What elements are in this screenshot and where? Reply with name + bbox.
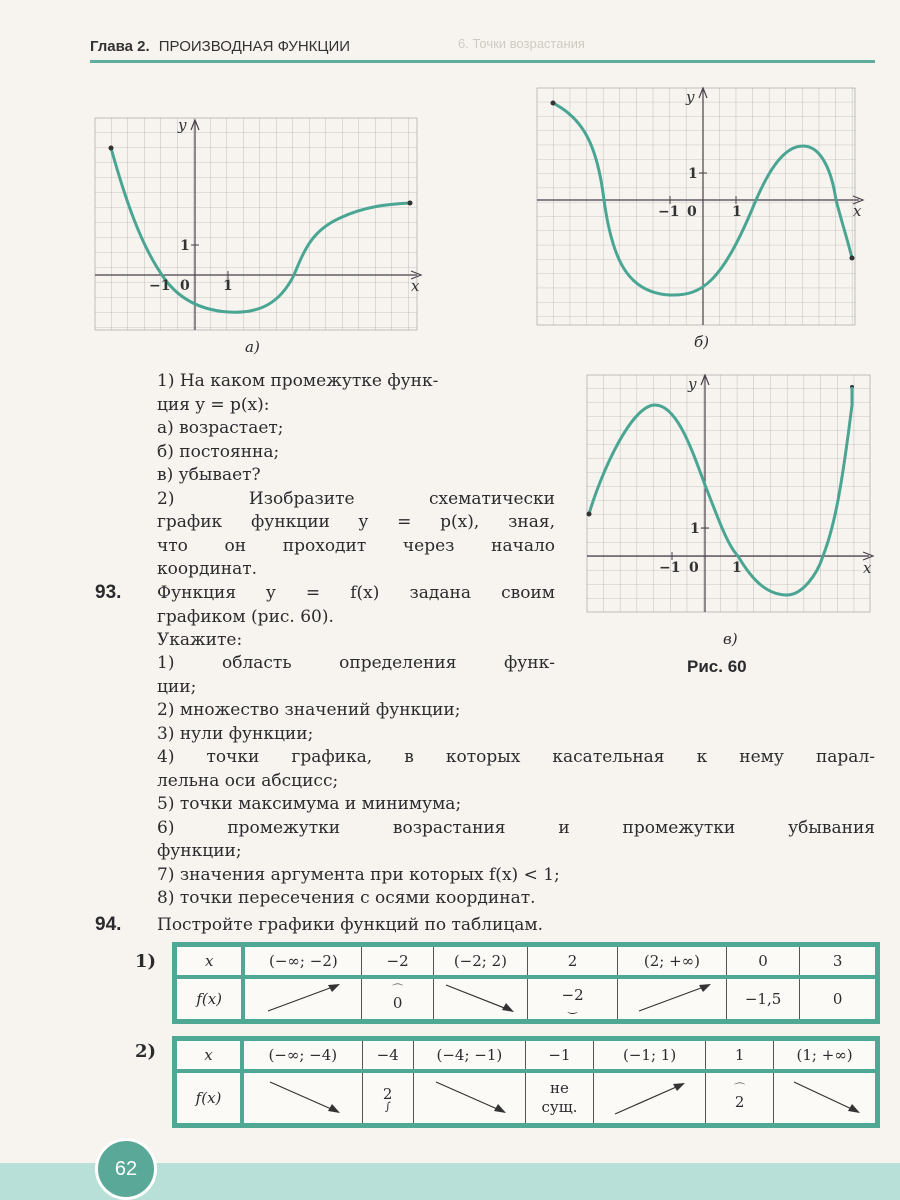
svg-text:1: 1 (732, 204, 742, 220)
caption-a: а) (245, 338, 260, 356)
svg-text:0: 0 (180, 278, 190, 294)
task93-number: 93. (95, 582, 122, 603)
svg-text:x: x (853, 202, 862, 220)
table2-label: 2) (135, 1041, 157, 1062)
graph-v (587, 375, 877, 615)
max-value-cell: ⌒ 0 (362, 977, 433, 1022)
graph-a (95, 118, 425, 333)
svg-text:−1: −1 (658, 204, 680, 220)
arrow-down-icon (433, 977, 527, 1022)
svg-text:x: x (411, 277, 420, 295)
arrow-up-icon (594, 1071, 706, 1125)
inflection-value-cell: 2 ∫ (362, 1071, 413, 1125)
task94-number: 94. (95, 914, 122, 935)
svg-text:1: 1 (688, 166, 698, 182)
variation-table-1: x (−∞; −2) −2 (−2; 2) 2 (2; +∞) 0 3 f(x) ⌒ 0 −2 ‿ −1,5 0 (172, 942, 880, 1024)
svg-text:1: 1 (223, 278, 233, 294)
svg-text:1: 1 (180, 238, 190, 254)
svg-text:x: x (863, 559, 872, 577)
caption-b: б) (694, 333, 710, 351)
svg-text:y: y (686, 88, 695, 106)
arrow-up-icon (243, 977, 362, 1022)
task93-intro: Функция y = f(x) задана своим графиком (рис. 60). Укажите: (157, 583, 555, 650)
task94-text: Постройте графики функций по таблицам. (157, 915, 544, 935)
svg-text:0: 0 (689, 560, 699, 576)
min-value-cell: −2 ‿ (528, 977, 618, 1022)
graph-b (537, 88, 867, 328)
task92-text: 1) На каком промежутке функ- ция y = p(x): а) возрастает; б) постоянна; в) убывает? 2) Изобразите схематически график функции y = p(x), зная, что он проходит через начало координат. (157, 371, 555, 579)
undefined-cell: не сущ. (525, 1071, 593, 1125)
arrow-down-icon (413, 1071, 525, 1125)
svg-text:−1: −1 (149, 278, 171, 294)
max-value-cell: ⌒ 2 (706, 1071, 774, 1125)
svg-text:−1: −1 (659, 560, 681, 576)
caption-v: в) (723, 630, 738, 648)
endpoint-dot (109, 146, 114, 151)
task93-items: 1) область определения функ- ции; 2) множество значений функции; 3) нули функции; 4) точки графика, в которых касательная к нему парал- лельна оси абсцисс; 5) точки максимума и минимума; 6) промежутки возрастания и промежутки убывания функции; 7) значения аргумента при которых f(x) < 1; 8) точки пересечения с осями координат. (157, 653, 875, 908)
chapter-title: ПРОИЗВОДНАЯ ФУНКЦИИ (158, 38, 351, 55)
arrow-down-icon (774, 1071, 878, 1125)
page-number: 62 (95, 1138, 157, 1200)
bleed-through-text: 6. Точки возрастания (458, 36, 585, 51)
svg-text:y: y (178, 116, 187, 134)
svg-text:1: 1 (732, 560, 742, 576)
chapter-number: Глава 2. (90, 38, 150, 55)
svg-text:0: 0 (687, 204, 697, 220)
arrow-down-icon (242, 1071, 362, 1125)
table1-label: 1) (135, 951, 157, 972)
figure-label: Рис. 60 (687, 657, 747, 676)
variation-table-2: x (−∞; −4) −4 (−4; −1) −1 (−1; 1) 1 (1; +∞) f(x) 2 ∫ не сущ. ⌒ 2 (172, 1036, 880, 1128)
arrow-up-icon (618, 977, 727, 1022)
endpoint-dot (408, 201, 413, 206)
svg-text:y: y (688, 375, 697, 393)
svg-text:1: 1 (690, 521, 700, 537)
header-rule (90, 60, 875, 63)
